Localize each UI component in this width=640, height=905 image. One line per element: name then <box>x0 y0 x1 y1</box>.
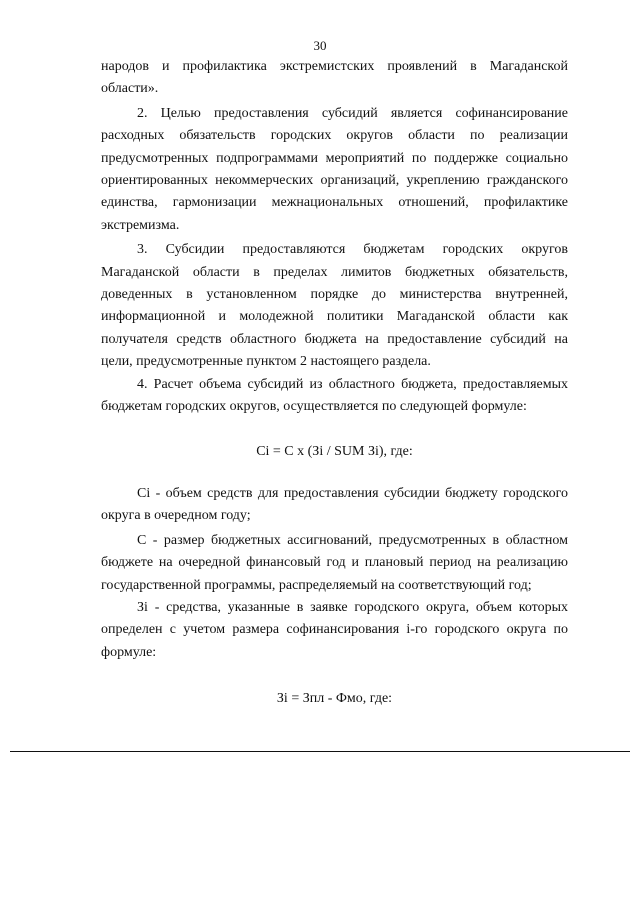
paragraph-continuation: народов и профилактика экстремистских проявлений в Магаданской области». <box>101 59 568 97</box>
formula-zi: Зi = Зпл - Фмо, где: <box>276 691 393 707</box>
definition-ci: Ci - объем средств для предоставления субсидии бюджету городского округа в очередном году; <box>101 485 568 524</box>
paragraph-3: 3. Субсидии предоставляются бюджетам городских округов Магаданской области в пределах лимитов бюджетных обязательств, доведенных в установленном порядке до министерства внутренней, информационной и молодежной политики Магаданской области как получателя средств областного бюджета на предоставление субсидий на цели, предусмотренные пунктом 2 настоящего раздела. <box>101 242 568 370</box>
document-body <box>101 56 568 711</box>
paragraph-2: 2. Целью предоставления субсидий является софинансирование расходных обязательств городских округов области по реализации предусмотренных подпрограммами мероприятий по поддержке социально ориентированных некоммерческих организаций, укреплению гражданского единства, гармонизации межнациональных отношений, профилактике экстремизма. <box>101 105 568 233</box>
page-divider-line <box>10 751 630 752</box>
formula-subsidy: Ci = C x (Зi / SUM Зi), где: <box>256 443 413 459</box>
page-number: 30 <box>313 38 327 53</box>
paragraph-4: 4. Расчет объема субсидий из областного бюджета, предоставляемых бюджетам городских округов, осуществляется по следующей формуле: <box>101 376 568 415</box>
definition-c: C - размер бюджетных ассигнований, предусмотренных в областном бюджете на очередной финансовый год и плановый период на реализацию государственной программы, распределяемый на соответствующий год; <box>101 532 568 593</box>
definition-zi: Зi - средства, указанные в заявке городского округа, объем которых определен с учетом размера софинансирования i-го городского округа по формуле: <box>101 599 568 660</box>
